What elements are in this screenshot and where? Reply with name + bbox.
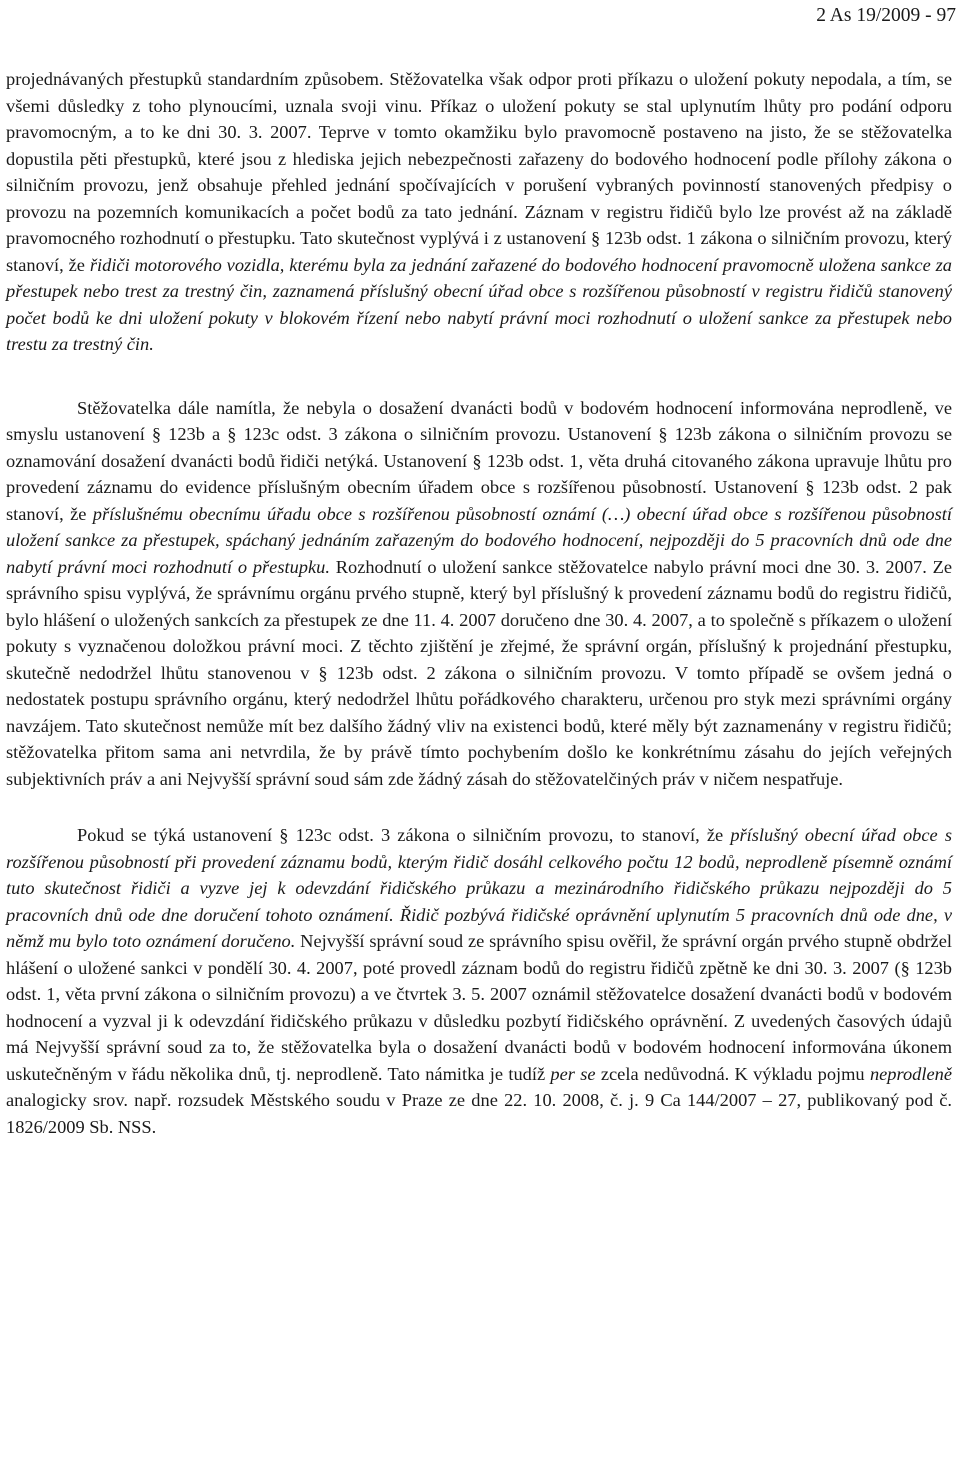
paragraph-2 bbox=[6, 395, 952, 793]
paragraph-3-text-b: Nejvyšší správní soud ze správního spisu ověřil, že správní orgán prvého stupně obdržel hlášení o uložené sankci v pondělí 30. 4. 2007, poté provedl záznam bodů do registru řidičů zpětně ke dni 30. 3. 2007 (§ 123b odst. 1, věta první zákona o silničním provozu) a ve čtvrtek 3. 5. 2007 oznámil stěžovatelce dosažení dvanácti bodů v bodovém hodnocení a vyzval ji k odevzdání řidičského průkazu v důsledku pozbytí řidičského oprávnění. Z uvedených časových údajů má Nejvyšší správní soud za to, že stěžovatelka byla o dosažení dvanácti bodů v bodovém hodnocení informována úkonem uskutečněným v řádu několika dnů, tj. neprodleně. Tato námitka je tudíž bbox=[6, 931, 952, 1084]
paragraph-gap bbox=[6, 792, 952, 822]
paragraph-3-quote: příslušný obecní úřad obce s rozšířenou působností při provedení záznamu bodů, kterým řidič dosáhl celkového počtu 12 bodů, neprodleně písemně oznámí tuto skutečnost řidiči a vyzve jej k odevzdání řidičského průkazu a mezinárodního řidičského průkazu nejpozději do 5 pracovních dnů ode dne doručení tohoto oznámení. Řidič pozbývá řidičské oprávnění uplynutím 5 pracovních dnů ode dne, v němž mu bylo toto oznámení doručeno. bbox=[6, 825, 953, 951]
paragraph-3-text-d: analogicky srov. např. rozsudek Městského soudu v Praze ze dne 22. 10. 2008, č. j. 9 Ca 144/2007 – 27, publikovaný pod č. 1826/2009 Sb. NSS. bbox=[6, 1090, 952, 1137]
paragraph-3-term-per-se: per se bbox=[550, 1063, 596, 1084]
paragraph-3-term-neprodlene: neprodleně bbox=[869, 1063, 952, 1084]
document-body bbox=[6, 66, 952, 1140]
paragraph-3 bbox=[6, 822, 952, 1140]
paragraph-1-quote: řidiči motorového vozidla, kterému byla za jednání zařazené do bodového hodnocení pravomocně uložena sankce za přestupek nebo trest za trestný čin, zaznamená příslušný obecní úřad obce s rozšířenou působností v registru řidičů stanovený počet bodů ke dni uložení pokuty v blokovém řízení nebo nabytí právní moci rozhodnutí o uložení sankce za přestupek nebo trestu za trestný čin. bbox=[6, 254, 952, 354]
paragraph-2-text-a: Stěžovatelka dále namítla, že nebyla o dosažení dvanácti bodů v bodovém hodnocení informována neprodleně, ve smyslu ustanovení § 123b a § 123c odst. 3 zákona o silničním provozu. Ustanovení § 123b zákona o silničním provozu se oznamování dosažení dvanácti bodů řidiči netýká. Ustanovení § 123b odst. 1, věta druhá citovaného zákona upravuje lhůtu pro provedení záznamu do evidence příslušným obecním úřadem obce s rozšířenou působností. Ustanovení § 123b odst. 2 pak stanoví, že bbox=[6, 397, 952, 524]
paragraph-1 bbox=[6, 66, 952, 358]
paragraph-2-quote: příslušnému obecnímu úřadu obce s rozšířenou působností oznámí (…) obecní úřad obce s rozšířenou působností uložení sankce za přestupek, spáchaný jednáním zařazeným do bodového hodnocení, nejpozději do 5 pracovních dnů ode dne nabytí právní moci rozhodnutí o přestupku. bbox=[6, 503, 952, 577]
paragraph-3-text-a: Pokud se týká ustanovení § 123c odst. 3 zákona o silničním provozu, to stanoví, že bbox=[77, 825, 731, 845]
paragraph-gap bbox=[6, 358, 952, 395]
paragraph-1-text: projednávaných přestupků standardním způsobem. Stěžovatelka však odpor proti příkazu o uložení pokuty nepodala, a tím, se všemi důsledky z toho plynoucími, uznala svoji vinu. Příkaz o uložení pokuty se stal uplynutím lhůty pro podání odporu pravomocným, a to ke dni 30. 3. 2007. Teprve v tomto okamžiku bylo pravomocně postaveno na jisto, že se stěžovatelka dopustila pěti přestupků, které jsou z hlediska jejich nebezpečnosti zařazeny do bodového hodnocení podle přílohy zákona o silničním provozu, jenž obsahuje přehled jednání spočívajících v porušení vybraných povinností stanovených předpisy o provozu na pozemních komunikacích a počet bodů za tato jednání. Záznam v registru řidičů bylo lze provést až na základě pravomocného rozhodnutí o přestupku. Tato skutečnost vyplývá i z ustanovení § 123b odst. 1 zákona o silničním provozu, který stanoví, že bbox=[6, 69, 952, 275]
paragraph-2-text-b: Rozhodnutí o uložení sankce stěžovatelce nabylo právní moci dne 30. 3. 2007. Ze správního spisu vyplývá, že správnímu orgánu prvého stupně, který byl příslušný k provedení záznamu bodů do registru řidičů, bylo hlášení o uložených sankcích za přestupek ze dne 11. 4. 2007 doručeno dne 30. 4. 2007, a to společně s příkazem o uložení pokuty s vyznačenou doložkou právní moci. Z těchto zjištění je zřejmé, že správní orgán, příslušný k projednání přestupku, skutečně nedodržel lhůtu stanovenou v § 123b odst. 2 zákona o silničním provozu. V tomto případě se ovšem jedná o nedostatek postupu správního orgánu, který nedodržel lhůtu pořádkového charakteru, určenou pro styk mezi správními orgány navzájem. Tato skutečnost nemůže mít bez dalšího žádný vliv na existenci bodů, které měly být zaznamenány v registru řidičů; stěžovatelka přitom sama ani netvrdila, že by právě tímto pochybením došlo ke konkrétnímu zásahu do jejích veřejných subjektivních práv a ani Nejvyšší správní soud sám zde žádný zásah do stěžovatelčiných práv v ničem nespatřuje. bbox=[6, 556, 952, 789]
page-number: 2 As 19/2009 - 97 bbox=[816, 5, 956, 26]
paragraph-3-text-c: zcela nedůvodná. K výkladu pojmu bbox=[595, 1063, 870, 1084]
